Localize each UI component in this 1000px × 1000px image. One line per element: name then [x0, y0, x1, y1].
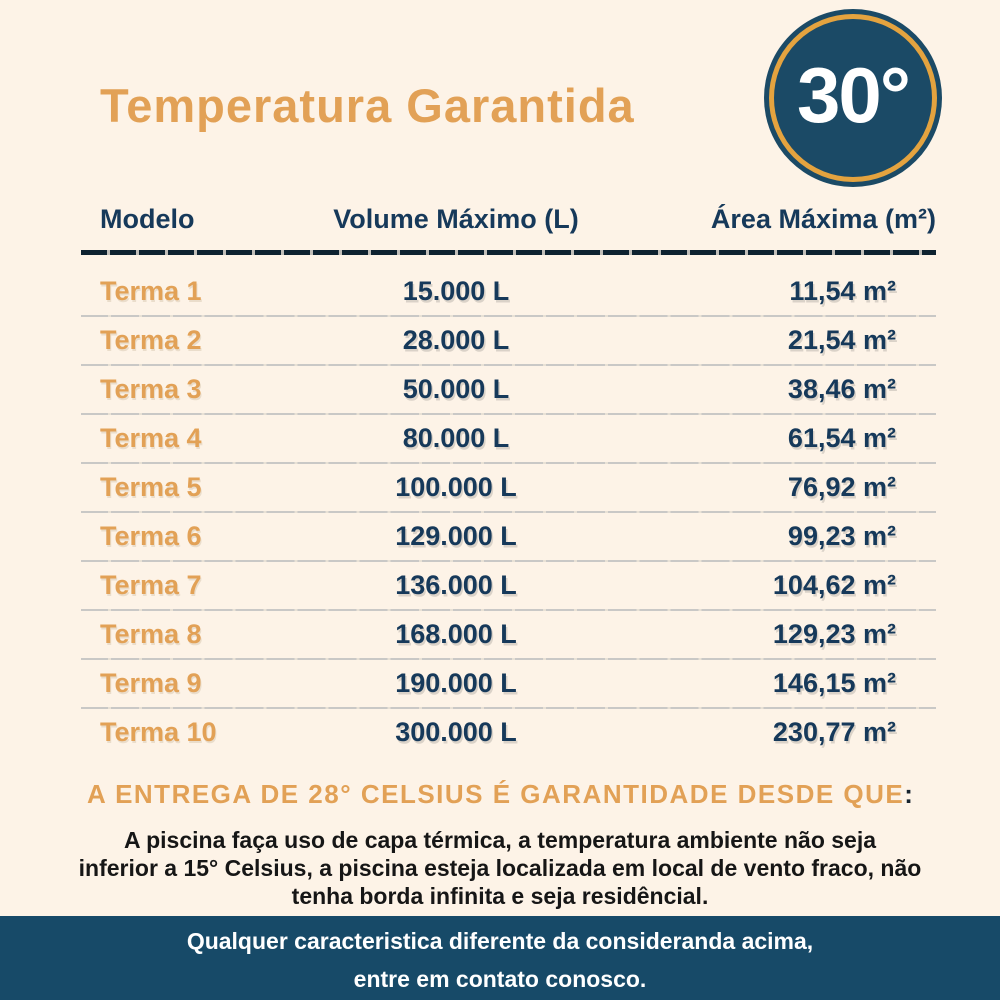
conditions-line: tenha borda infinita e seja residêncial.: [291, 883, 709, 909]
volume-cell: 100.000 L: [395, 472, 517, 502]
volume-cell: 136.000 L: [395, 570, 517, 600]
contact-bar-line: entre em contato conosco.: [353, 966, 647, 992]
volume-cell: 15.000 L: [402, 276, 510, 306]
table-row: [81, 513, 936, 562]
table-row: [81, 464, 936, 513]
area-cell: 104,62 m²: [772, 570, 896, 600]
column-header-modelo: Modelo: [100, 203, 195, 234]
area-cell: 11,54 m²: [789, 276, 896, 306]
model-cell: Terma 6: [100, 521, 202, 551]
volume-cell: 28.000 L: [402, 325, 510, 355]
table-row: [81, 366, 936, 415]
table-row: [81, 562, 936, 611]
model-cell: Terma 4: [100, 423, 202, 453]
page-title: Temperatura Garantida: [100, 79, 635, 132]
model-cell: Terma 9: [100, 668, 202, 698]
guarantee-heading-text: A ENTREGA DE 28° CELSIUS É GARANTIDADE DESDE QUE: [87, 779, 905, 809]
model-cell: Terma 8: [100, 619, 202, 649]
model-cell: Terma 3: [100, 374, 202, 404]
conditions-line: A piscina faça uso de capa térmica, a temperatura ambiente não seja: [123, 827, 877, 853]
area-cell: 76,92 m²: [787, 472, 896, 502]
volume-cell: 190.000 L: [395, 668, 517, 698]
volume-cell: 50.000 L: [402, 374, 510, 404]
area-cell: 146,15 m²: [772, 668, 896, 698]
column-header-area: Área Máxima (m²): [710, 203, 936, 234]
model-cell: Terma 10: [100, 717, 217, 747]
table-row: [81, 317, 936, 366]
guarantee-conditions: [0, 826, 1000, 910]
volume-cell: 129.000 L: [395, 521, 517, 551]
guarantee-heading: [0, 779, 1000, 810]
header-divider: [81, 250, 936, 255]
column-header-volume: Volume Máximo (L): [333, 203, 579, 234]
table-row: [81, 660, 936, 709]
model-cell: Terma 5: [100, 472, 202, 502]
table-header-row: [81, 190, 936, 248]
model-cell: Terma 2: [100, 325, 202, 355]
contact-bar: [0, 916, 1000, 1000]
table-row: [81, 611, 936, 660]
volume-cell: 80.000 L: [402, 423, 510, 453]
area-cell: 61,54 m²: [787, 423, 896, 453]
table-rows: [81, 268, 936, 756]
area-cell: 21,54 m²: [787, 325, 896, 355]
table-row: [81, 415, 936, 464]
table-row: [81, 709, 936, 756]
area-cell: 129,23 m²: [772, 619, 896, 649]
temperature-badge-value: 30°: [797, 50, 909, 139]
area-cell: 230,77 m²: [772, 717, 896, 747]
conditions-line: inferior a 15° Celsius, a piscina esteja localizada em local de vento fraco, não: [78, 855, 922, 881]
model-cell: Terma 1: [100, 276, 202, 306]
contact-bar-line: Qualquer caracteristica diferente da consideranda acima,: [186, 928, 814, 954]
guarantee-heading-colon: :: [904, 779, 913, 809]
table-row: [81, 268, 936, 317]
volume-cell: 168.000 L: [395, 619, 517, 649]
model-cell: Terma 7: [100, 570, 202, 600]
area-cell: 99,23 m²: [787, 521, 896, 551]
volume-cell: 300.000 L: [395, 717, 517, 747]
models-spec-table: [81, 190, 936, 756]
area-cell: 38,46 m²: [787, 374, 896, 404]
temperature-badge: [769, 14, 937, 182]
